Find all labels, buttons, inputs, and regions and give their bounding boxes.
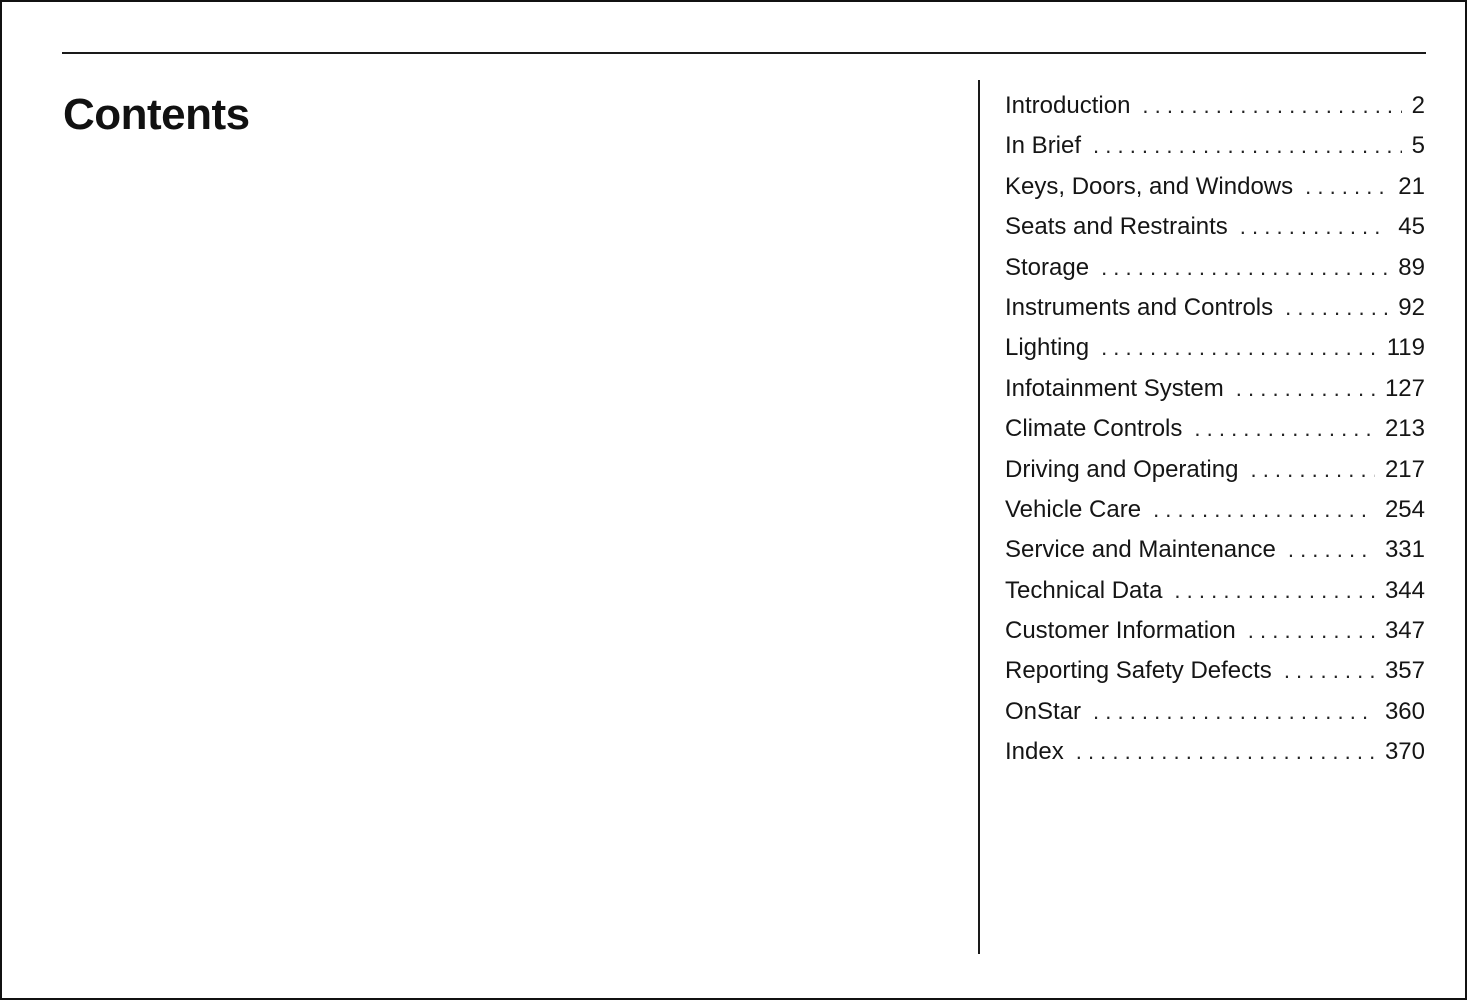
dot-leader bbox=[1194, 409, 1375, 449]
toc-entry-page: 213 bbox=[1384, 415, 1425, 443]
dot-leader bbox=[1284, 651, 1375, 691]
toc-entry-page: 2 bbox=[1411, 92, 1425, 119]
toc-entry-page: 370 bbox=[1384, 738, 1425, 766]
toc-entry-seats-restraints[interactable] bbox=[1005, 207, 1425, 247]
toc-entry-page: 217 bbox=[1384, 455, 1425, 483]
dot-leader bbox=[1101, 248, 1388, 288]
toc-entry-page: 5 bbox=[1411, 132, 1425, 160]
toc-entry-label: In Brief bbox=[1005, 132, 1082, 160]
toc-entry-page: 89 bbox=[1398, 253, 1425, 281]
toc-entry-storage[interactable] bbox=[1005, 248, 1425, 288]
toc-entry-label: Lighting bbox=[1005, 334, 1090, 362]
toc-entry-in-brief[interactable] bbox=[1005, 126, 1425, 166]
toc-entry-label: Reporting Safety Defects bbox=[1005, 657, 1272, 685]
toc-entry-page: 45 bbox=[1398, 213, 1425, 241]
toc-entry-climate-controls[interactable] bbox=[1005, 409, 1425, 449]
dot-leader bbox=[1093, 692, 1375, 732]
toc-entry-label: Service and Maintenance bbox=[1005, 536, 1276, 564]
toc-entry-introduction[interactable] bbox=[1005, 86, 1425, 126]
dot-leader bbox=[1250, 450, 1374, 490]
dot-leader bbox=[1101, 328, 1377, 368]
toc-entry-infotainment-system[interactable] bbox=[1005, 369, 1425, 409]
dot-leader bbox=[1236, 369, 1375, 409]
toc-entry-page: 357 bbox=[1384, 657, 1425, 685]
toc-entry-page: 344 bbox=[1384, 576, 1425, 604]
toc-entry-page: 92 bbox=[1398, 293, 1425, 321]
header-rule bbox=[62, 52, 1426, 54]
toc-entry-label: Storage bbox=[1005, 253, 1090, 281]
toc-entry-technical-data[interactable] bbox=[1005, 571, 1425, 611]
toc-entry-reporting-safety-defects[interactable] bbox=[1005, 651, 1425, 691]
toc-entry-label: Instruments and Controls bbox=[1005, 293, 1274, 321]
toc-entry-onstar[interactable] bbox=[1005, 692, 1425, 732]
toc-entry-label: OnStar bbox=[1005, 697, 1082, 725]
toc-entry-label: Technical Data bbox=[1005, 576, 1163, 604]
toc-entry-page: 331 bbox=[1384, 536, 1425, 564]
table-of-contents bbox=[1005, 86, 1425, 773]
toc-entry-vehicle-care[interactable] bbox=[1005, 490, 1425, 530]
toc-entry-label: Seats and Restraints bbox=[1005, 213, 1228, 241]
dot-leader bbox=[1076, 732, 1375, 772]
toc-entry-instruments-controls[interactable] bbox=[1005, 288, 1425, 328]
dot-leader bbox=[1305, 167, 1388, 207]
page-title: Contents bbox=[63, 90, 250, 139]
toc-entry-page: 254 bbox=[1384, 495, 1425, 523]
dot-leader bbox=[1093, 126, 1402, 166]
toc-entry-page: 360 bbox=[1384, 697, 1425, 725]
column-divider bbox=[978, 80, 980, 954]
toc-entry-customer-information[interactable] bbox=[1005, 611, 1425, 651]
toc-entry-keys-doors-windows[interactable] bbox=[1005, 167, 1425, 207]
toc-entry-driving-operating[interactable] bbox=[1005, 450, 1425, 490]
toc-entry-page: 119 bbox=[1386, 334, 1425, 362]
toc-entry-label: Vehicle Care bbox=[1005, 495, 1142, 523]
toc-entry-label: Infotainment System bbox=[1005, 374, 1224, 402]
dot-leader bbox=[1142, 86, 1401, 126]
toc-entry-lighting[interactable] bbox=[1005, 328, 1425, 368]
dot-leader bbox=[1153, 490, 1375, 530]
toc-entry-label: Customer Information bbox=[1005, 617, 1236, 645]
toc-entry-label: Climate Controls bbox=[1005, 415, 1183, 443]
toc-entry-page: 127 bbox=[1384, 374, 1425, 402]
dot-leader bbox=[1285, 288, 1388, 328]
toc-entry-label: Keys, Doors, and Windows bbox=[1005, 172, 1294, 200]
dot-leader bbox=[1240, 207, 1389, 247]
toc-entry-page: 347 bbox=[1384, 617, 1425, 645]
dot-leader bbox=[1174, 571, 1375, 611]
toc-entry-service-maintenance[interactable] bbox=[1005, 530, 1425, 570]
toc-entry-page: 21 bbox=[1398, 172, 1425, 200]
toc-entry-label: Introduction bbox=[1005, 92, 1131, 119]
toc-entry-label: Driving and Operating bbox=[1005, 455, 1239, 483]
dot-leader bbox=[1288, 530, 1375, 570]
dot-leader bbox=[1248, 611, 1375, 651]
toc-entry-label: Index bbox=[1005, 738, 1064, 766]
toc-entry-index[interactable] bbox=[1005, 732, 1425, 772]
